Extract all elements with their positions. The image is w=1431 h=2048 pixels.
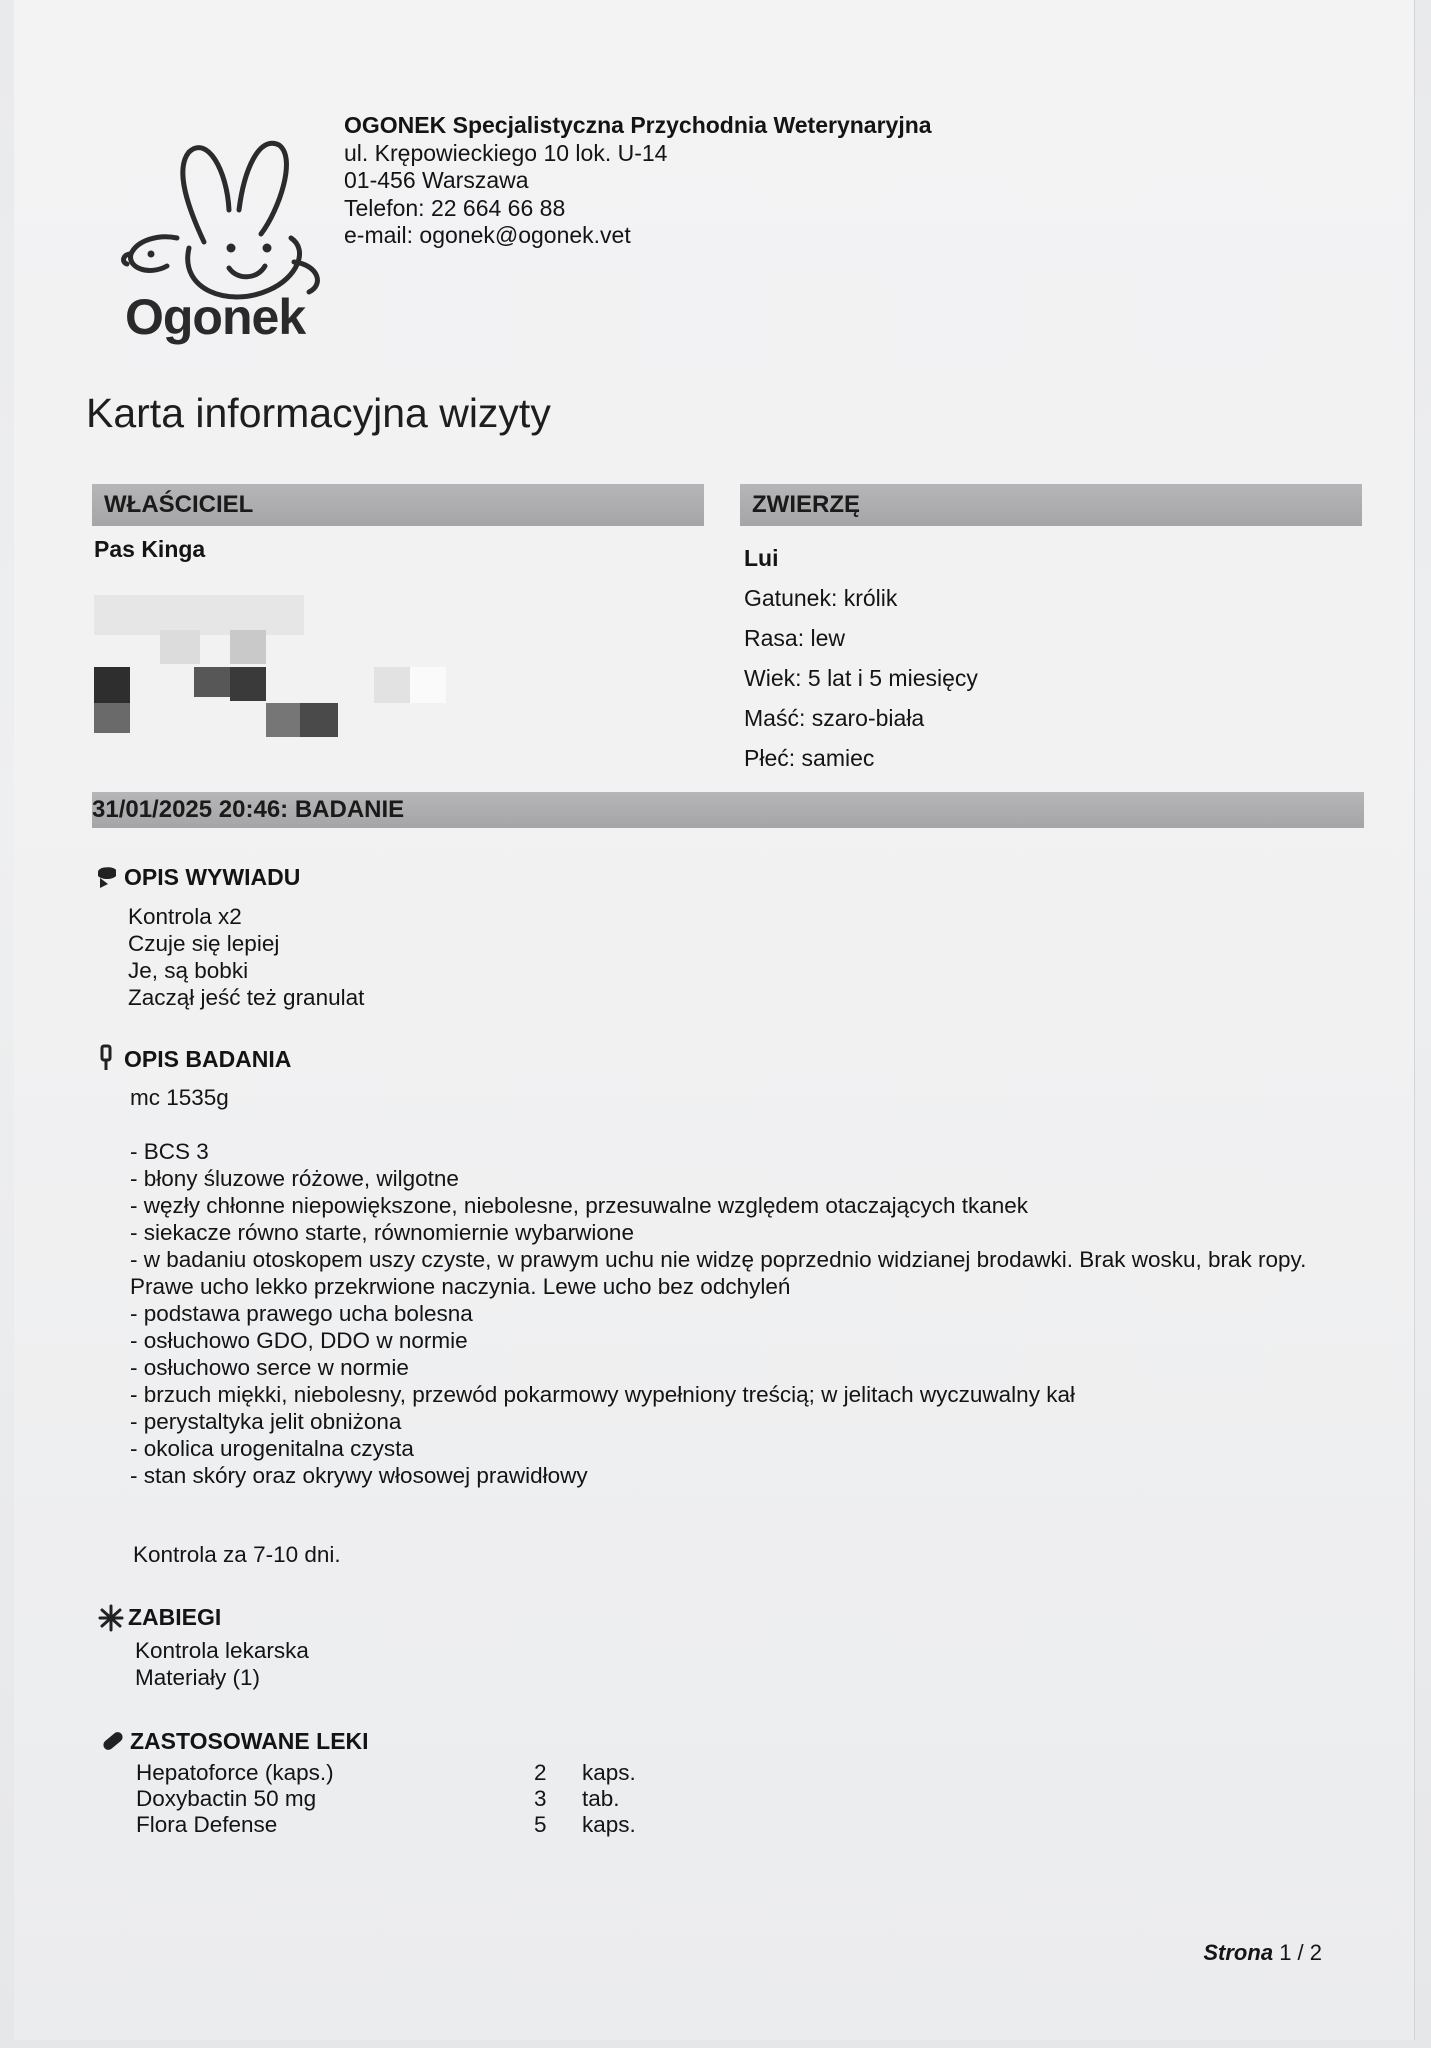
med-qty: 5 [534, 1812, 547, 1837]
med-qty: 2 [534, 1760, 547, 1785]
animal-age: Wiek: 5 lat i 5 miesięcy [744, 665, 978, 691]
owner-section-header: WŁAŚCICIEL [92, 484, 704, 526]
animal-sex: Płeć: samiec [744, 745, 875, 771]
med-row [136, 1760, 636, 1786]
pill-icon [100, 1726, 126, 1756]
med-name: Hepatoforce (kaps.) [136, 1760, 334, 1785]
redacted-owner-details [94, 595, 464, 745]
med-row [136, 1786, 636, 1812]
rabbit-logo-icon [119, 130, 344, 300]
exam-findings [130, 1138, 1340, 1489]
animal-species: Gatunek: królik [744, 585, 898, 611]
clinic-name: OGONEK Specjalistyczna Przychodnia Weterynaryjna [344, 112, 932, 138]
exam-finding: - brzuch miękki, niebolesny, przewód pokarmowy wypełniony treścią; w jelitach wyczuwalny kał [130, 1382, 1075, 1407]
exam-weight: mc 1535g [130, 1085, 229, 1110]
med-name: Doxybactin 50 mg [136, 1786, 317, 1811]
clinic-email: e-mail: ogonek@ogonek.vet [344, 222, 631, 248]
animal-name: Lui [744, 545, 779, 571]
meds-section-title [100, 1726, 369, 1756]
page-label: Strona [1203, 1940, 1274, 1965]
clinic-address-line2: 01-456 Warszawa [344, 167, 529, 193]
animal-breed: Rasa: lew [744, 625, 845, 651]
clinic-logo [119, 130, 344, 350]
clinic-phone: Telefon: 22 664 66 88 [344, 194, 566, 221]
med-unit: tab. [582, 1786, 620, 1811]
visit-header: 31/01/2025 20:46: BADANIE [92, 792, 1364, 828]
interview-line: Zaczął jeść też granulat [128, 985, 365, 1010]
stethoscope-icon [94, 1044, 120, 1074]
meds-header: ZASTOSOWANE LEKI [130, 1727, 369, 1754]
procedures-header: ZABIEGI [128, 1603, 222, 1630]
exam-finding: - węzły chłonne niepowiększone, niebolesne, przesuwalne względem otaczających tkanek [130, 1193, 1029, 1218]
exam-finding: - podstawa prawego ucha bolesna [130, 1301, 473, 1326]
procedures-section-title [98, 1602, 221, 1632]
med-unit: kaps. [582, 1812, 636, 1837]
exam-finding: - perystaltyka jelit obniżona [130, 1409, 402, 1434]
exam-finding: - stan skóry oraz okrywy włosowej prawidłowy [130, 1463, 588, 1488]
clinic-address-line1: ul. Krępowieckiego 10 lok. U-14 [344, 139, 668, 166]
procedure-lines [135, 1637, 309, 1691]
med-unit: kaps. [582, 1760, 636, 1785]
interview-line: Kontrola x2 [128, 904, 242, 929]
animal-coat: Maść: szaro-biała [744, 705, 925, 731]
procedure-item: Kontrola lekarska [135, 1638, 309, 1663]
exam-finding: - w badaniu otoskopem uszy czyste, w prawym uchu nie widzę poprzednio widzianej brodawki. Brak wosku, brak ropy. Prawe ucho lekko przekrwione naczynia. Lewe ucho bez odchyleń [130, 1247, 1307, 1299]
interview-line: Je, są bobki [128, 958, 249, 983]
animal-details [744, 538, 978, 778]
exam-finding: - osłuchowo GDO, DDO w normie [130, 1328, 468, 1353]
document-page [14, 0, 1415, 2040]
procedure-item: Materiały (1) [135, 1665, 261, 1690]
med-name: Flora Defense [136, 1812, 278, 1837]
exam-finding: - okolica urogenitalna czysta [130, 1436, 414, 1461]
meds-table [136, 1760, 636, 1838]
procedure-icon [98, 1602, 124, 1632]
interview-line: Czuje się lepiej [128, 931, 280, 956]
followup-note: Kontrola za 7-10 dni. [133, 1542, 341, 1567]
exam-section-title [94, 1044, 291, 1074]
interview-section-title [94, 862, 300, 892]
animal-section-header: ZWIERZĘ [740, 484, 1362, 526]
exam-finding: - BCS 3 [130, 1139, 209, 1164]
exam-finding: - siekacze równo starte, równomiernie wybarwione [130, 1220, 634, 1245]
med-row [136, 1812, 636, 1838]
clinic-info [344, 112, 932, 250]
interview-icon [94, 862, 120, 892]
page-title: Karta informacyjna wizyty [86, 390, 551, 436]
interview-header: OPIS WYWIADU [124, 863, 301, 890]
exam-finding: - błony śluzowe różowe, wilgotne [130, 1166, 459, 1191]
owner-name: Pas Kinga [94, 536, 206, 562]
interview-lines [128, 903, 364, 1011]
med-qty: 3 [534, 1786, 547, 1811]
exam-finding: - osłuchowo serce w normie [130, 1355, 409, 1380]
logo-wordmark: Ogonek [125, 289, 306, 345]
page-value: 1 / 2 [1279, 1940, 1322, 1965]
page-number [1203, 1940, 1322, 1966]
exam-header: OPIS BADANIA [124, 1045, 292, 1072]
